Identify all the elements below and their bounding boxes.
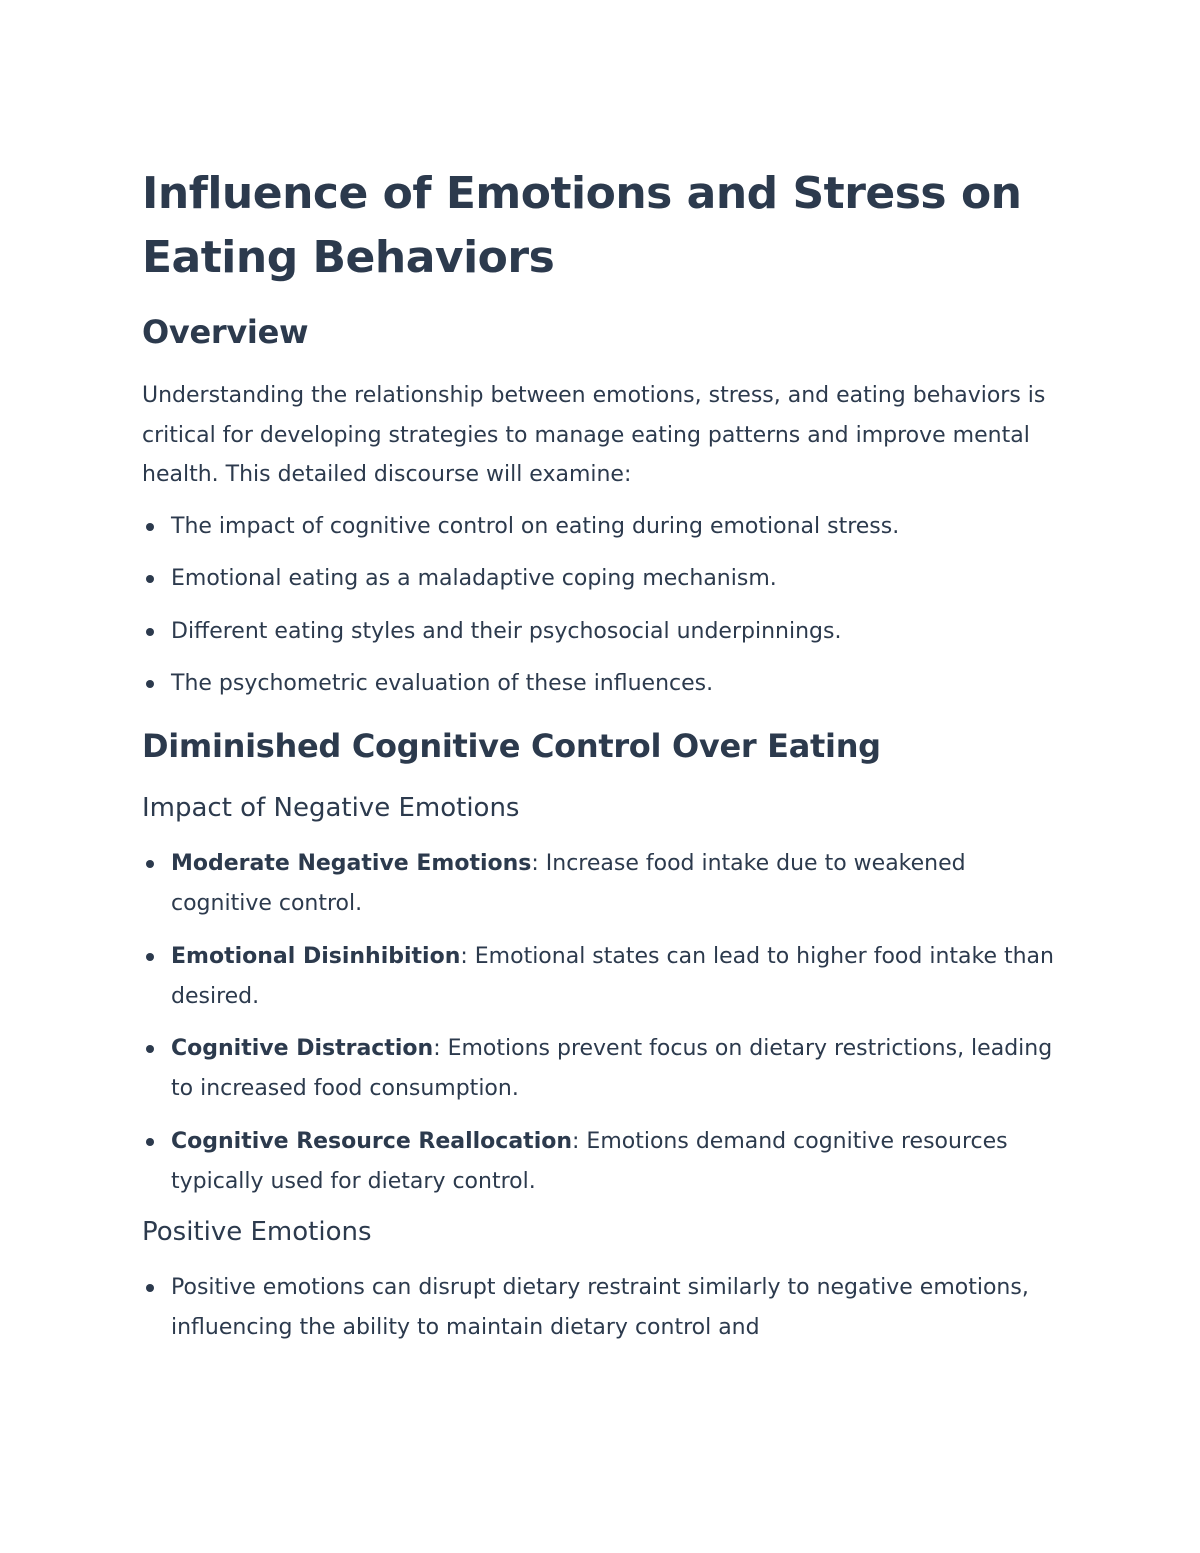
list-item xyxy=(142,937,1072,1017)
positive-emotions-heading: Positive Emotions xyxy=(142,1217,372,1247)
list-item-term: Moderate Negative Emotions xyxy=(171,851,532,876)
bullet-icon xyxy=(146,523,154,531)
document-page xyxy=(142,162,1072,1361)
negative-emotions-list xyxy=(142,844,1072,1202)
list-item xyxy=(142,1029,1072,1109)
list-item-term: Emotional Disinhibition xyxy=(171,943,461,969)
positive-emotions-list xyxy=(142,1268,1072,1348)
bullet-icon xyxy=(146,1045,154,1053)
overview-heading: Overview xyxy=(142,313,309,351)
list-item xyxy=(142,1122,1072,1202)
document-title: Influence of Emotions and Stress on Eating Behaviors xyxy=(142,168,1022,283)
list-item-desc: : Emotions prevent focus on dietary restrictions, leading to increased food consumption. xyxy=(171,1036,1053,1101)
list-item-text: Positive emotions can disrupt dietary restraint similarly to negative emotions, influencing the ability to maintain dietary control and xyxy=(171,1275,1029,1340)
list-item-term: Cognitive Resource Reallocation xyxy=(171,1128,573,1154)
overview-list xyxy=(142,507,1072,705)
overview-intro: Understanding the relationship between emotions, stress, and eating behaviors is critical for developing strategies to manage eating patterns and improve mental health. This detailed discourse will examine: xyxy=(142,383,1046,487)
list-item-term: Cognitive Distraction xyxy=(171,1036,434,1061)
list-item-text: The psychometric evaluation of these influences. xyxy=(171,671,714,696)
bullet-icon xyxy=(146,1284,154,1292)
list-item-text: Different eating styles and their psychosocial underpinnings. xyxy=(171,618,842,644)
list-item xyxy=(142,559,1072,599)
list-item xyxy=(142,664,1072,704)
bullet-icon xyxy=(146,860,154,868)
negative-emotions-heading: Impact of Negative Emotions xyxy=(142,793,520,823)
list-item xyxy=(142,1268,1072,1348)
cognitive-control-heading: Diminished Cognitive Control Over Eating xyxy=(142,727,881,765)
bullet-icon xyxy=(146,953,154,961)
list-item xyxy=(142,507,1072,547)
list-item xyxy=(142,612,1072,652)
list-item-text: The impact of cognitive control on eating during emotional stress. xyxy=(171,513,900,539)
list-item xyxy=(142,844,1072,924)
bullet-icon xyxy=(146,680,154,688)
bullet-icon xyxy=(146,575,154,583)
list-item-desc: : Emotional states can lead to higher food intake than desired. xyxy=(171,943,1054,1009)
bullet-icon xyxy=(146,1138,154,1146)
bullet-icon xyxy=(146,628,154,636)
list-item-text: Emotional eating as a maladaptive coping mechanism. xyxy=(171,566,777,591)
list-item-desc: : Increase food intake due to weakened cognitive control. xyxy=(171,851,966,916)
list-item-desc: : Emotions demand cognitive resources typically used for dietary control. xyxy=(171,1128,1008,1194)
